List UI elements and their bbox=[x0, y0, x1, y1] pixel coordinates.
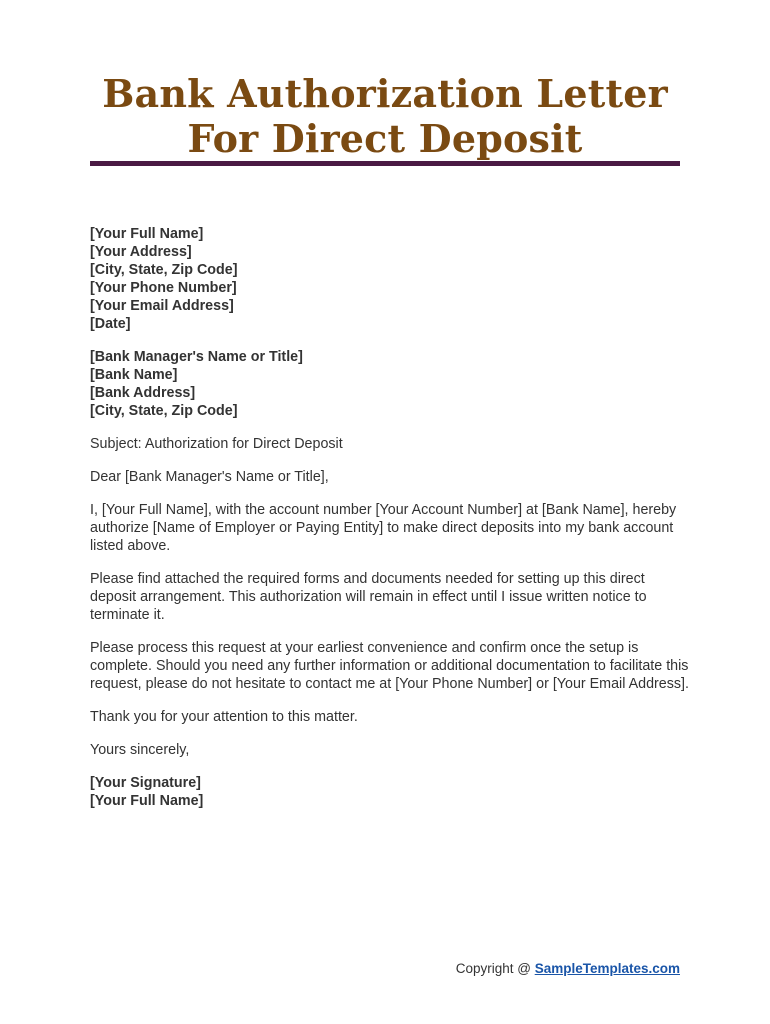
title-line-1: Bank Authorization Letter bbox=[102, 71, 668, 116]
copyright-footer bbox=[456, 961, 680, 976]
closing: Yours sincerely, bbox=[90, 742, 190, 758]
recipient-bank-address: [Bank Address] bbox=[90, 385, 196, 401]
title-divider bbox=[90, 161, 680, 166]
sender-address: [Your Address] bbox=[90, 244, 192, 260]
letter-date: [Date] bbox=[90, 316, 131, 332]
subject-line: Subject: Authorization for Direct Deposit bbox=[90, 436, 343, 452]
recipient-address-block bbox=[90, 348, 690, 420]
sender-name: [Your Full Name] bbox=[90, 226, 204, 242]
salutation: Dear [Bank Manager's Name or Title], bbox=[90, 469, 329, 485]
recipient-city-state-zip: [City, State, Zip Code] bbox=[90, 403, 238, 419]
sender-city-state-zip: [City, State, Zip Code] bbox=[90, 262, 238, 278]
page-title bbox=[90, 71, 680, 161]
signature-block bbox=[90, 774, 690, 810]
signature-placeholder: [Your Signature] bbox=[90, 775, 201, 791]
sender-email: [Your Email Address] bbox=[90, 298, 234, 314]
paragraph-thanks: Thank you for your attention to this matter. bbox=[90, 709, 358, 725]
sampletemplates-link[interactable]: SampleTemplates.com bbox=[534, 961, 680, 976]
sender-address-block bbox=[90, 225, 690, 333]
paragraph-authorization: I, [Your Full Name], with the account number [Your Account Number] at [Bank Name], hereby authorize [Name of Employer or Paying Entity] to make direct deposits into my bank account listed above. bbox=[90, 502, 677, 554]
letter-body bbox=[90, 225, 690, 825]
paragraph-attachments: Please find attached the required forms and documents needed for setting up this direct deposit arrangement. This authorization will remain in effect until I issue written notice to terminate it. bbox=[90, 571, 647, 623]
sender-phone: [Your Phone Number] bbox=[90, 280, 237, 296]
title-line-2: For Direct Deposit bbox=[187, 116, 583, 161]
recipient-manager: [Bank Manager's Name or Title] bbox=[90, 349, 303, 365]
recipient-bank-name: [Bank Name] bbox=[90, 367, 178, 383]
paragraph-request: Please process this request at your earliest convenience and confirm once the setup is complete. Should you need any further information or additional documentation to facilitate this request, please do not hesitate to contact me at [Your Phone Number] or [Your Email Address]. bbox=[90, 640, 689, 692]
copyright-prefix: Copyright @ bbox=[455, 961, 535, 976]
signature-full-name: [Your Full Name] bbox=[90, 793, 204, 809]
